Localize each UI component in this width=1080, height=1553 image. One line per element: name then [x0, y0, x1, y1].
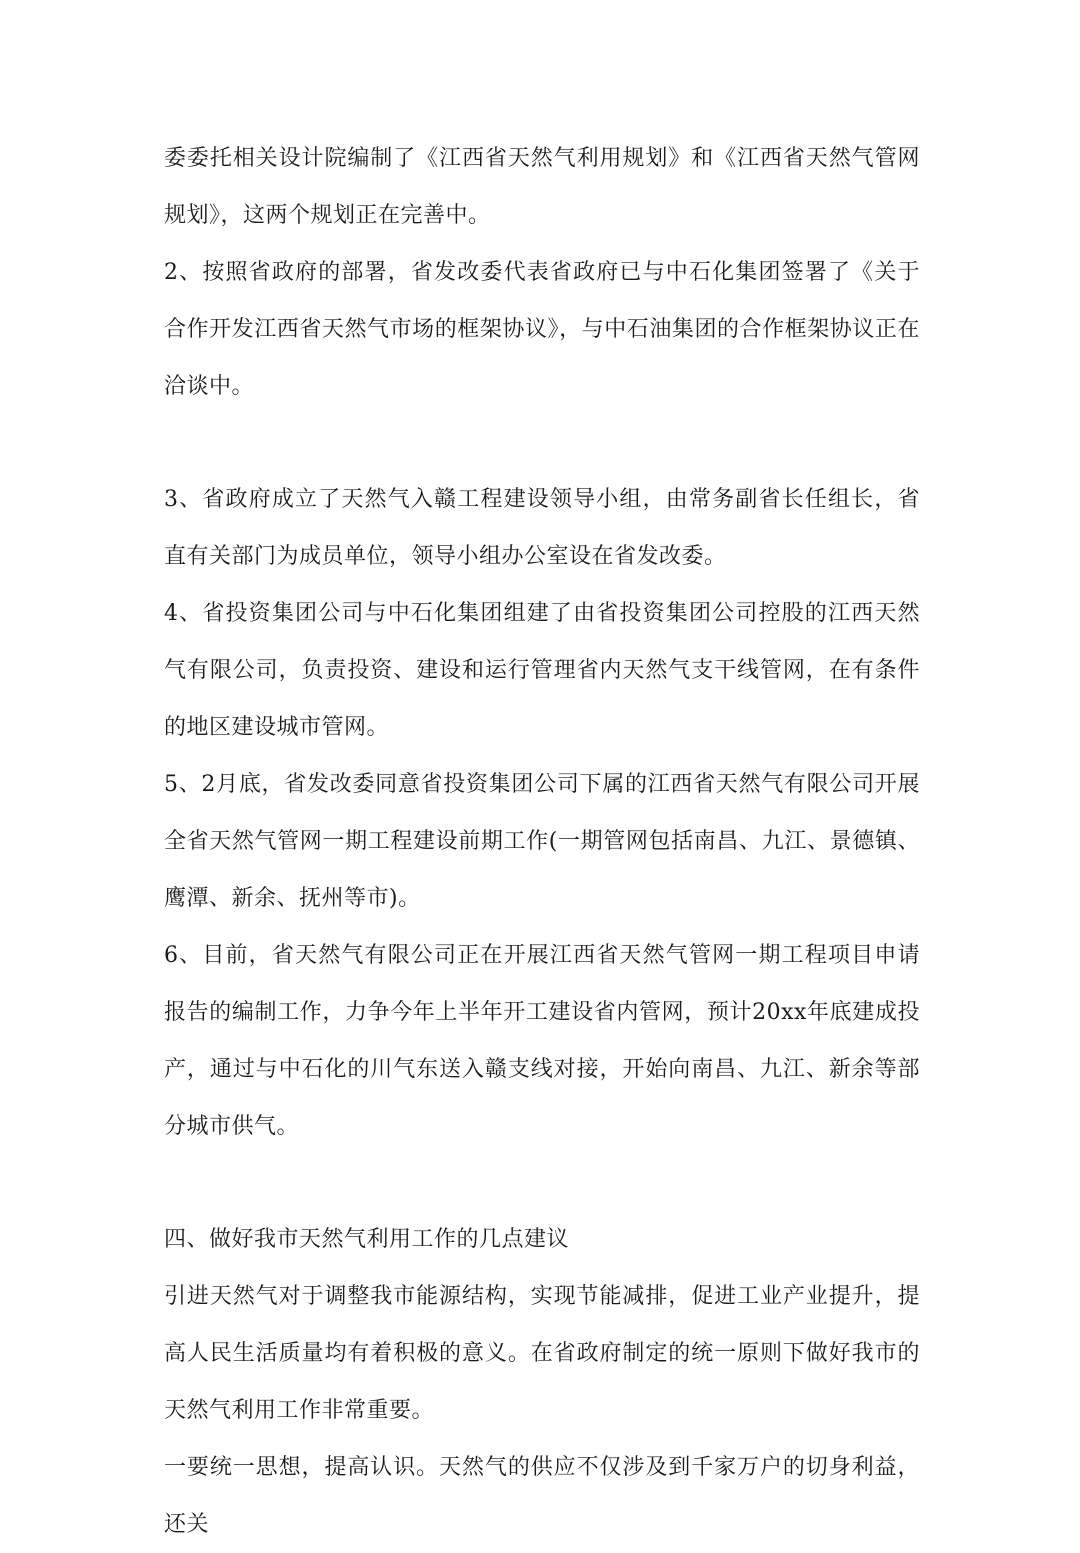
paragraph-spacer: [164, 415, 920, 471]
paragraph-item-6: 6、目前，省天然气有限公司正在开展江西省天然气管网一期工程项目申请报告的编制工作，力争今年上半年开工建设省内管网，预计20xx年底建成投产，通过与中石化的川气东送入赣支线对接，开始向南昌、九江、新余等部分城市供气。: [164, 943, 920, 1139]
section-heading: 四、做好我市天然气利用工作的几点建议: [164, 1227, 570, 1252]
paragraph-item-3: 3、省政府成立了天然气入赣工程建设领导小组，由常务副省长任组长，省直有关部门为成员单位，领导小组办公室设在省发改委。: [164, 487, 920, 569]
paragraph-spacer: [164, 1155, 920, 1211]
paragraph-item-2: 2、按照省政府的部署，省发改委代表省政府已与中石化集团签署了《关于合作开发江西省天然气市场的框架协议》，与中石油集团的合作框架协议正在洽谈中。: [164, 260, 920, 399]
paragraph-item-4: 4、省投资集团公司与中石化集团组建了由省投资集团公司控股的江西天然气有限公司，负责投资、建设和运行管理省内天然气支干线管网，在有条件的地区建设城市管网。: [164, 601, 920, 740]
paragraph-item-5: 5、2月底，省发改委同意省投资集团公司下属的江西省天然气有限公司开展全省天然气管网一期工程建设前期工作(一期管网包括南昌、九江、景德镇、鹰潭、新余、抚州等市)。: [164, 772, 920, 911]
paragraph-intro: 引进天然气对于调整我市能源结构，实现节能减排，促进工业产业提升，提高人民生活质量均有着积极的意义。在省政府制定的统一原则下做好我市的天然气利用工作非常重要。: [164, 1284, 920, 1423]
document-body: [164, 130, 920, 1553]
paragraph-first-suggestion: 一要统一思想，提高认识。天然气的供应不仅涉及到千家万户的切身利益，还关: [164, 1455, 920, 1537]
paragraph-planning-continuation: 委委托相关设计院编制了《江西省天然气利用规划》和《江西省天然气管网规划》，这两个规划正在完善中。: [164, 146, 920, 228]
